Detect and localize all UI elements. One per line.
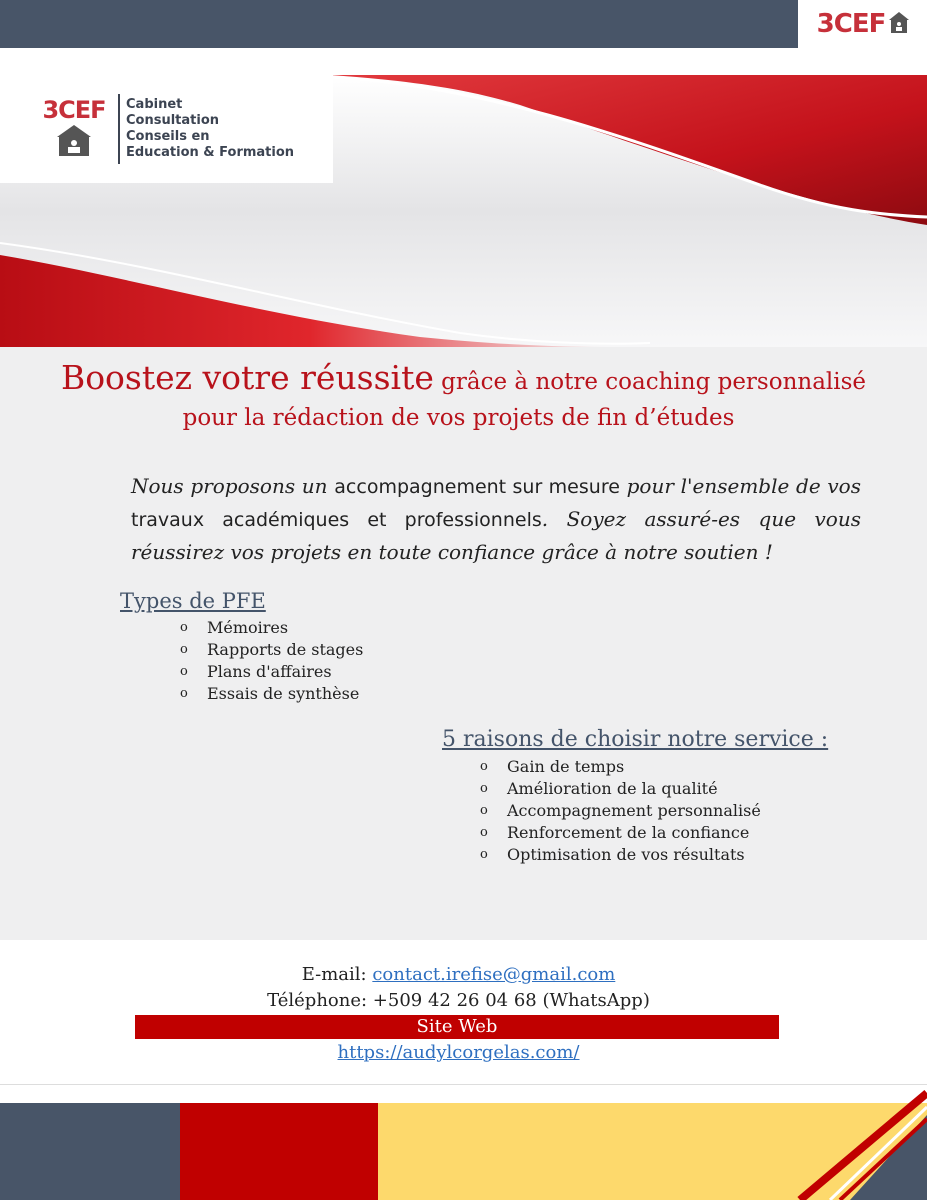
company-logo	[0, 75, 333, 183]
email-label: E-mail:	[301, 964, 373, 985]
site-web-banner: Site Web	[135, 1015, 779, 1039]
website-link[interactable]: https://audylcorgelas.com/	[337, 1042, 580, 1063]
bullet: o	[180, 620, 188, 635]
logo-text	[126, 97, 294, 161]
reasons-title: 5 raisons de choisir notre service :	[442, 727, 829, 752]
logo-brand: 3CEF	[42, 96, 106, 124]
logo-line: Conseils en	[126, 129, 210, 144]
list-item	[480, 844, 761, 866]
school-house-icon	[888, 10, 910, 38]
list-item	[180, 639, 363, 661]
headline-rest: grâce à notre coaching personnalisé	[433, 369, 867, 395]
bullet: o	[180, 642, 188, 657]
intro-text: . Soyez assuré-es que vous réussirez vos projets en toute confiance grâce à notre soutien !	[131, 507, 861, 564]
reasons-list	[480, 756, 761, 866]
logo-line: Education & Formation	[126, 145, 295, 160]
top-bar	[0, 0, 798, 48]
logo-separator	[118, 94, 120, 164]
bullet: o	[480, 825, 488, 840]
list-item	[180, 617, 363, 639]
list-item-label: Amélioration de la qualité	[507, 779, 718, 798]
bullet: o	[180, 686, 188, 701]
types-list	[180, 617, 363, 705]
list-item-label: Plans d'affaires	[207, 662, 332, 681]
types-title: Types de PFE	[120, 589, 266, 613]
bullet: o	[480, 781, 488, 796]
intro-emphasis: accompagnement sur mesure	[334, 476, 620, 498]
list-item-label: Optimisation de vos résultats	[507, 845, 745, 864]
list-item-label: Gain de temps	[507, 757, 625, 776]
header-logo	[800, 0, 927, 48]
list-item-label: Mémoires	[207, 618, 289, 637]
list-item-label: Essais de synthèse	[207, 684, 360, 703]
list-item	[480, 822, 761, 844]
content-panel	[0, 347, 927, 940]
intro-text: Nous proposons un	[131, 474, 335, 498]
email-link[interactable]: contact.irefise@gmail.com	[372, 964, 616, 985]
intro-emphasis: travaux académiques et professionnels	[131, 509, 542, 531]
bullet: o	[180, 664, 188, 679]
bullet: o	[480, 759, 488, 774]
bullet: o	[480, 803, 488, 818]
list-item	[180, 661, 363, 683]
list-item	[480, 778, 761, 800]
email-line	[0, 964, 917, 985]
list-item-label: Rapports de stages	[207, 640, 364, 659]
school-house-icon	[55, 123, 93, 161]
logo-line: Cabinet	[126, 97, 183, 112]
list-item	[480, 756, 761, 778]
intro-paragraph	[131, 470, 861, 568]
page-headline	[0, 358, 927, 397]
list-item	[180, 683, 363, 705]
header-brand: 3CEF	[816, 9, 886, 39]
phone-label: Téléphone:	[267, 990, 373, 1011]
footer-block-red	[180, 1103, 378, 1200]
headline-main: Boostez votre réussite	[60, 358, 434, 397]
site-line	[0, 1042, 917, 1063]
footer-stripes	[600, 1085, 927, 1200]
phone-number: +509 42 26 04 68 (WhatsApp)	[372, 990, 650, 1011]
list-item	[480, 800, 761, 822]
intro-text: pour l'ensemble de vos	[619, 474, 861, 498]
logo-line: Consultation	[126, 113, 220, 128]
list-item-label: Accompagnement personnalisé	[507, 801, 761, 820]
phone-line	[0, 990, 917, 1011]
bullet: o	[480, 847, 488, 862]
headline-line-2: pour la rédaction de vos projets de fin d’études	[182, 405, 735, 431]
list-item-label: Renforcement de la confiance	[507, 823, 750, 842]
footer-block-slate	[0, 1103, 180, 1200]
